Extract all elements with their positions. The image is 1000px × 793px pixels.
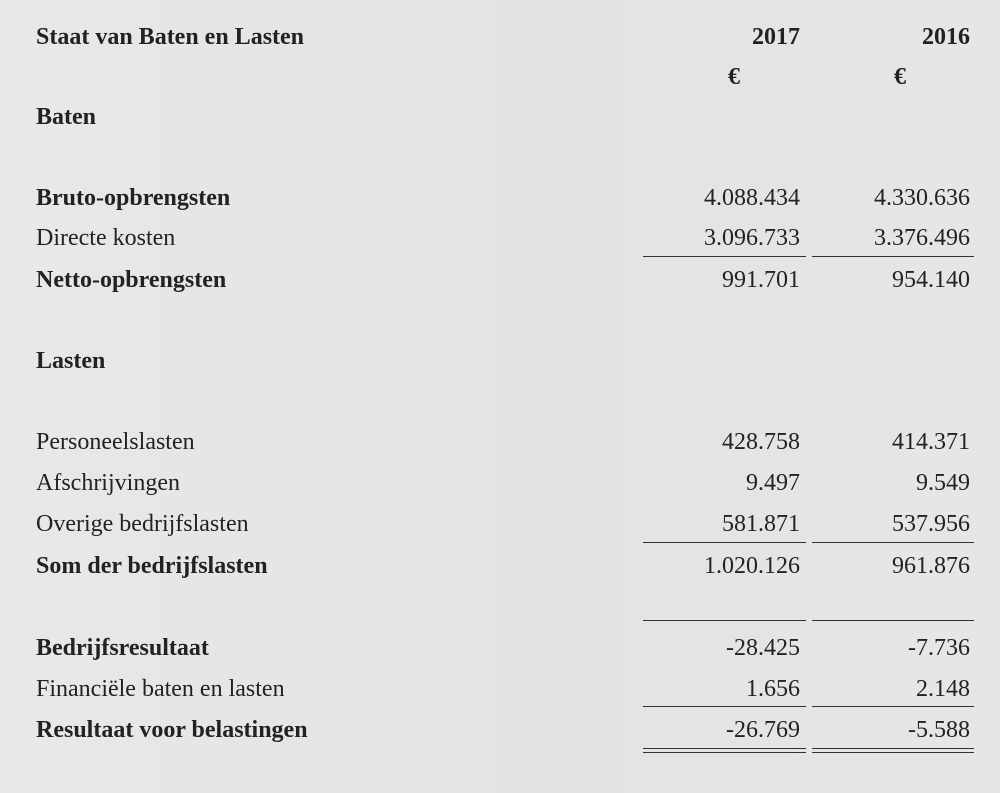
row-label: Resultaat voor belastingen — [36, 717, 308, 743]
value-2017: -26.769 — [726, 717, 800, 743]
value-2017: 4.088.434 — [704, 185, 800, 211]
value-2017: 9.497 — [746, 470, 800, 496]
table-row — [0, 425, 1000, 459]
lasten-heading-row — [0, 344, 1000, 378]
subtotal-rule — [812, 542, 974, 543]
row-label: Financiële baten en lasten — [36, 676, 285, 702]
header-row — [0, 20, 1000, 54]
currency-2016: € — [894, 64, 906, 90]
value-2016: 537.956 — [892, 511, 970, 537]
row-label: Bruto-opbrengsten — [36, 185, 231, 211]
value-2017: 3.096.733 — [704, 225, 800, 251]
value-2016: 3.376.496 — [874, 225, 970, 251]
baten-heading-row — [0, 100, 1000, 134]
year-2017-header: 2017 — [752, 24, 800, 50]
total-double-rule — [812, 748, 974, 753]
table-row — [0, 507, 1000, 541]
year-2016-header: 2016 — [922, 24, 970, 50]
value-2016: -5.588 — [908, 717, 970, 743]
subtotal-rule — [643, 256, 806, 257]
lasten-heading: Lasten — [36, 348, 106, 374]
row-label: Afschrijvingen — [36, 470, 180, 496]
subtotal-rule — [812, 256, 974, 257]
table-row — [0, 263, 1000, 297]
subtotal-rule — [812, 620, 974, 621]
value-2017: 581.871 — [722, 511, 800, 537]
value-2016: -7.736 — [908, 635, 970, 661]
value-2016: 961.876 — [892, 553, 970, 579]
row-label: Netto-opbrengsten — [36, 267, 227, 293]
row-label: Directe kosten — [36, 225, 176, 251]
baten-heading: Baten — [36, 104, 96, 130]
table-row — [0, 672, 1000, 706]
value-2016: 4.330.636 — [874, 185, 970, 211]
row-label: Personeelslasten — [36, 429, 195, 455]
subtotal-rule — [643, 706, 806, 707]
table-row — [0, 466, 1000, 500]
subtotal-rule — [643, 620, 806, 621]
value-2017: 1.656 — [746, 676, 800, 702]
currency-row — [0, 60, 1000, 94]
table-row — [0, 631, 1000, 665]
value-2016: 414.371 — [892, 429, 970, 455]
table-row — [0, 549, 1000, 583]
currency-2017: € — [728, 64, 740, 90]
value-2017: 428.758 — [722, 429, 800, 455]
statement-title: Staat van Baten en Lasten — [36, 24, 305, 50]
row-label: Overige bedrijfslasten — [36, 511, 249, 537]
row-label: Bedrijfsresultaat — [36, 635, 209, 661]
value-2017: -28.425 — [726, 635, 800, 661]
subtotal-rule — [643, 542, 806, 543]
value-2017: 1.020.126 — [704, 553, 800, 579]
value-2016: 2.148 — [916, 676, 970, 702]
table-row — [0, 181, 1000, 215]
value-2016: 954.140 — [892, 267, 970, 293]
table-row — [0, 713, 1000, 747]
value-2017: 991.701 — [722, 267, 800, 293]
value-2016: 9.549 — [916, 470, 970, 496]
row-label: Som der bedrijfslasten — [36, 553, 268, 579]
total-double-rule — [643, 748, 806, 753]
table-row — [0, 221, 1000, 255]
subtotal-rule — [812, 706, 974, 707]
